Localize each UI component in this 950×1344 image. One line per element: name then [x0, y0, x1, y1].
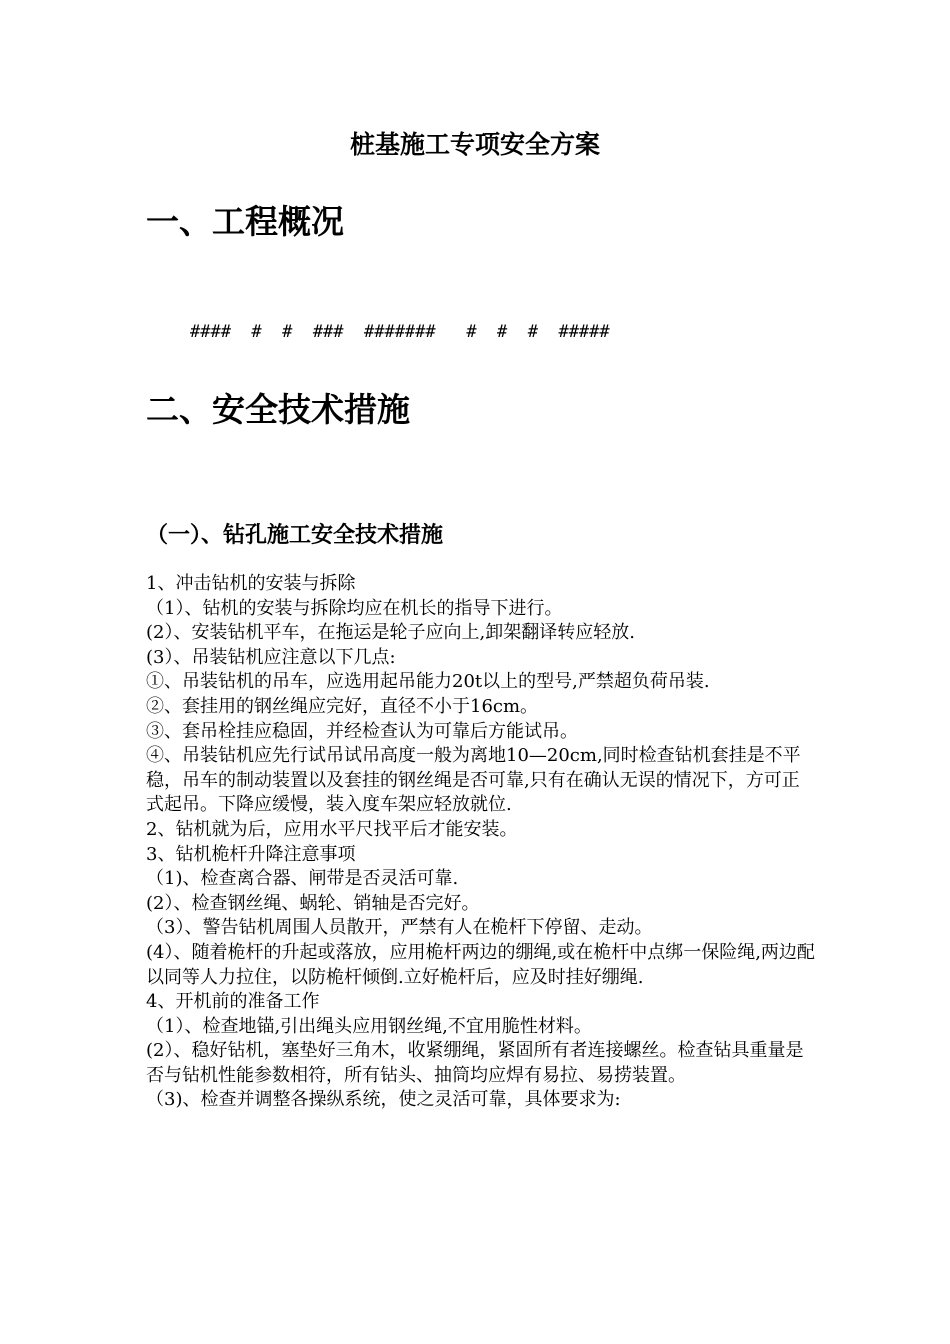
paragraph: （1）、检查地锚,引出绳头应用钢丝绳,不宜用脆性材料。 — [146, 1015, 592, 1037]
paragraph: （1）、钻机的安装与拆除均应在机长的指导下进行。 — [146, 597, 563, 619]
paragraph: （3)、检查并调整各操纵系统，使之灵活可靠，具体要求为: — [146, 1089, 621, 1111]
paragraph: (2）、稳好钻机，塞垫好三角木，收紧绷绳，紧固所有者连接螺丝。检查钻具重量是否与钻机性能参数相符，所有钻头、抽筒均应焊有易拉、易捞装置。 — [146, 1040, 804, 1086]
section-heading-safety-measures: 二、安全技术措施 — [146, 390, 410, 429]
paragraph: (4）、随着桅杆的升起或落放，应用桅杆两边的绷绳,或在桅杆中点绑一保险绳,两边配以同等人力拉住，以防桅杆倾倒.立好桅杆后，应及时挂好绷绳. — [146, 941, 815, 988]
paragraph: (3）、吊装钻机应注意以下几点: — [146, 646, 396, 668]
paragraph: (2）、检查钢丝绳、蜗轮、销轴是否完好。 — [146, 892, 480, 914]
paragraph: 1、冲击钻机的安装与拆除 — [146, 573, 356, 594]
paragraph: 4、开机前的准备工作 — [146, 991, 320, 1013]
paragraph: 2、钻机就为后，应用水平尺找平后才能安装。 — [146, 818, 518, 840]
paragraph: ②、套挂用的钢丝绳应完好，直径不小于16cm。 — [146, 695, 539, 717]
project-overview-content: #### # # ### ####### # # # ##### — [190, 322, 610, 342]
paragraph: (2）、安装钻机平车，在拖运是轮子应向上,卸架翻译转应轻放. — [146, 622, 635, 644]
document-title: 桩基施工专项安全方案 — [349, 130, 600, 159]
paragraph: ③、套吊栓挂应稳固，并经检查认为可靠后方能试吊。 — [146, 720, 578, 742]
paragraph: （3）、警告钻机周围人员散开，严禁有人在桅杆下停留、走动。 — [146, 917, 653, 939]
subsection-heading-drilling-safety: （一）、钻孔施工安全技术措施 — [146, 523, 444, 548]
paragraph: ④、吊装钻机应先行试吊试吊高度一般为离地10—20cm,同时检查钻机套挂是不平稳，吊车的制动装置以及套挂的钢丝绳是否可靠,只有在确认无误的情况下，方可正式起吊。下降应缓慢，装入度车架应轻放就位. — [146, 745, 801, 816]
paragraph: （1)、检查离合器、闸带是否灵活可靠. — [146, 868, 459, 890]
section-heading-project-overview: 一、工程概况 — [146, 202, 344, 241]
body-paragraphs — [146, 572, 816, 1113]
paragraph: 3、钻机桅杆升降注意事项 — [146, 843, 356, 865]
paragraph: ①、吊装钻机的吊车，应选用起吊能力20t以上的型号,严禁超负荷吊装. — [146, 671, 710, 693]
